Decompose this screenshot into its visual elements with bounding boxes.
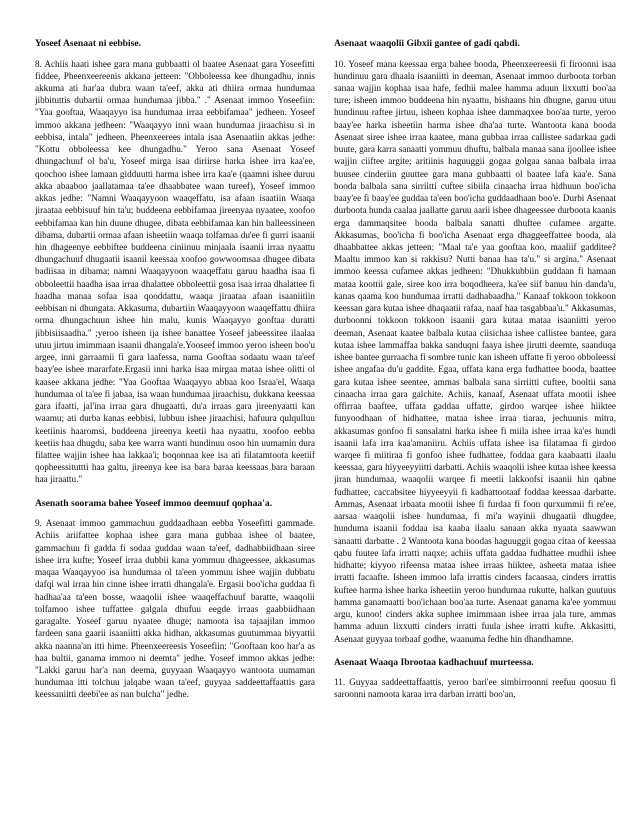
section-heading-kadhachuuf: Asenaat Waaqa Ibrootaa kadhachuuf murteessa. xyxy=(334,656,534,668)
paragraph-11: 11. Guyyaa saddeettaffaattis, yeroo bari'ee simbirroonni reefuu qoosuu fi saroonni namoota karaa irra darban irratti boo'an, xyxy=(334,677,616,700)
section-heading-eebbise: Yoseef Asenaat ni eebbise. xyxy=(35,38,142,49)
section-heading-waaqolii: Asenaat waaqolii Gibxii gantee of gadi qabdi. xyxy=(334,38,520,49)
section-heading-soorama: Asenath soorama bahee Yoseef immoo deemuuf qophaa'a. xyxy=(35,497,273,509)
paragraph-9: 9. Asenaat immoo gammachuu guddaadhaan eebba Yoseefitti gammade. Achiis ariifattee kophaa ishee gara mana gubbaa ishee ol baatee, gammachuu fi gadda fi sodaa guddaa waan ta'eef, dadhabbiidhaan siree ishee irra kufte; Yoseef irraa dubbii kana yommuu dhageessee, akkasumas maqaa Waaqayyoo isa hundumaa ol ta'een yommuu ishee wajjin dubbatu dafqi wal irraa hin cinne ishee irratti dhangala'e. Ergasii boo'icha guddaa fi hadhaa'aa ta'een bosse, waaqolii ishee waaqeffachuuf baratte, waaqolii tolfamoo ishee tuffattee galgala dhufuu eegde irraas gaabbiidhaan garagalte. Yoseef garuu nyaatee dhuge; namoota isa tajaajilan immoo fardeen sana gaarii isaaniitti akka hidhan, akkasumas guutummaa biyyattii akka naanna'an itti hime. Pheenxeereesis Yoseefiin: "Gooftaan koo har'a as haa bultii, ganama immoo ni deemta" jedhe. Yoseef immoo akkas jedhe: "Lakki garuu har'a nan deema, guyyaan Waaqayyo wantoota uumaman hundumaa itti tolchuu jalqabe waan ta'eef, guyyaa saddeettaffaattis gara keessaniitti deebi'ee as nan bulcha" jedhe. xyxy=(35,518,315,700)
right-column xyxy=(334,38,616,826)
left-column xyxy=(35,38,315,826)
paragraph-10: 10. Yoseef mana keessaa erga bahee booda, Pheenxeereesii fi firoonni isaa hundinuu gara dhaala isaaniitti in deeman, Asenaat immoo durboota torban sanaa wajjin kophaa isaa hafe, fedhii malee hamma aduun lixxutti boo'aa ture; isheen immoo buddeena hin nyaattu, bishaans hin dhugne, garuu utuu hundinuu raftee jirtuu, isheen kophaa ishee dammaqxee boo'aa turte, yeroo baay'ee harka isheetiin harma ishee dha'aa turte. Wantoota kana booda Asenaat siree ishee irraa kaatee, mana gubbaa irraa callistee sadarkaa gadi buute, gara karra sanaatti yommuu dhuftu, balbala manaa sana ijoollee ishee wajjin ciiftee argite; aritiinis haguuggii gogaa golgaa sanaa balbala irraa buusee cinderiin guuttee gara mana gubbaatti ol baatee lafa kaa'e. Sana booda balbala sana sirriitti cuftee sibiila cinaacha irraa hidhuun boo'icha baay'ee fi baay'ee guddaa ta'een boo'icha guddaadhaan boo'e. Durbi Asenaat durboota hunda caalaa jaallatte garuu aarii ishee dhageessee durboota kaanis erga dammaqsitee booda balbala sanatti dhuftee cufamee argatte. Akkasumas, boo'icha fi boo'icha Asenaat erga dhaggeeffattee booda, ala dhaabbattee akkas jetteen: "Maal ta'e yaa gooftaa koo, maaliif gadditee? Maaltu immoo kan si rakkisu? Nutti banaa haa ta'u." si argina." Asenaat immoo keessa cufamee akkas jedheen: "Dhukkubbiin guddaan fi hamaan mataa koottii gale, siree koo irra boqodheera, ka'ee siif banuu hin danda'u, kanas qaama koo hundumaa irratti dadhabaadha." Kanaaf tokkoon tokkoon keessan gara kutaa ishee dhaqaatii rafaa, naaf haa tasgabbaa'u." Akkasumas, durboonni tokkoon tokkoon isaanii gara kutaa mataa isaaniitti yeroo deeman, Asenaat kaatee balbala kutaa ciisichaa ishee callistee bantee, gara kutaa ishee lammaffaa bakka sanduqni faaya ishee jirutti deemte, saanduqa ishee bantee gurraacha fi sombre tunic kan isheen uffatte fi yeroo obboleessi ishee angafaa du'u gaddite. Egaa, uffata kana erga fudhattee booda, baattee gara kutaa ishee seentee, ammas balbala sana sirriitti cuftee, booltii sana cinaacha irraa gara galchite. Achiis, kanaaf, Asenaat uffata mootii ishee offirraa baaftee, uffata gaddaa uffatte, girdoo warqee ishee hiiktee funyoodhaan of hidhattee, mataa ishee irraa tiaraa, jechuunis mitra, akkasumas gonfoo fi sansalatni harka ishee fi miila ishee irraa ka'es hundi isaanii lafa irra kaa'amaniiru. Achiis uffata ishee isa filatamaa fi girdoo warqee fi miitiraa fi gonfoo ishee fudhattee, foddaa gara kaabaatti ilaalu keessaa, gara hiyyeeyyiitti darbatti. Achiis waaqolii ishee kutaa ishee keessa jiran hundumaa, waaqolii warqee fi meetii lakkoofsi isaanii hin qabne fudhattee, caccabsitee hiyyeeyyii fi kadhattootaaf foddaa keessaa darbatte. Ammas, Asenaat irbaata mootii ishee fi furdaa fi foon qurxummii fi re'ee, aarsaa waaqolii ishee hundumaa, fi mi'a wayinii dhugaatii dhugdee, hunduma isaanii foddaa isa kaaba ilaalu sanaan akka nyaata saawwan sanaatti darbatte . 2 Wantoota kana boodas haguuggii gogaa citaa of keessaa qabu fuutee lafa irratti naqxe; achiis uffata gaddaa fudhattee mudhii ishee hidhatte; kiyyoo rifeensa mataa ishee irraas hiiktee, asheeta mataa ishee irratti facaafte. Isheen immoo lafa irrattis cinders facaasaa, cinders irrattis kuftee harma ishee harka isheetiin yeroo hundumaa rukutte, halkan guutuus hamma ganamaatti boo'ichaan boo'aa turte. Asenaat ganama ka'ee yommuu argu, kunoo! cinders akka suphee imimmaan ishee irraa jala ture, ammas hamma aduun lixxutti cinders irratti fuula ishee irratti kufte. Akkasitti, Asenaat guyyaa torbaaf godhe, waanuma fedhe hin dhandhamne. xyxy=(334,58,616,644)
paragraph-8: 8. Achiis haati ishee gara mana gubbaatti ol baatee Asenaat gara Yoseefitti fiddee, Pheenxeereenis akkana jetteen: "Obboleessa kee dhungadhu, innis akkuma ati har'aa dubra waan ta'eef, akka ati dhiira ormaa hundumaa jibbituttis dubartii ormaa hundumaa jibba." ." Asenaat immoo Yoseefiin: "Yaa gooftaa, Waaqayyo isa hundumaa irraa eebbifamaa" jedheen. Yoseef immoo akkana jedheen: "Waaqayyo inni waan hundumaa jiraachisu si in eebbisa, intala" jedheen. Pheenxeerees intala isaa Asenaatiin akkas jedhe: "Kottu obboleessa kee dhungadhu." Yeroo sana Asenaat Yoseef dhungachuuf ol ba'u, Yoseef mirga isaa diriirse harka ishee irra kaa'ee, qoochoo ishee lamaan gidduutti harma ishee irra kaa'e (qaamni ishee duruu akka abaaboo jaallatamaa ta'ee dhaabbatee waan tureef), Yoseef immoo akkas jedhe: "Namni Waaqayyoon waaqeffatu, isa afaan isaatiin Waaqa jiraataa eebbisuuf hin ta'u; buddeena eebbifamaa jireenyaa nyaatee, xoofoo eebbifamaa kan hin duune dhugee, dibata eebbifamaa kan hin balleessineen dibama, dubartii ormaa afaan isheetiin waaqa tolfamaa du'ee fi gurri isaanii hin dhageenye eebbiftee buddeena ciniinuu minjaala isaanii irraa nyaattu dhungachuuf dhugaatii isaanii keessaa xoofoo gowwoomsaa dhugee dibata badiisaa in dibama; namni Waaqayyoon waaqeffatu garuu haadha isaa fi obboleettii haadha isaa irraa dhalattee obboleettii gosa isaa irraa dhalattee fi haadha manaa sofaa isaa qooddattu, waaqa jiraataa afaan isaaniitiin eebbisan ni dhungata. Akkasuma, dubartiin Waaqayyoon waaqeffattu dhiira orma dhungachuun ishee hin malu, kunis Waaqayyo gooftaa duratti jibbisiisaadha." ;yeroo isheen ija ishee banattee Yoseef jabeessitee ilaalaa utuu jirtuu imimmaan isaanii dhangala'e.Yooseef immoo yeroo isheen boo'u argee, inni garraamii fi gara laafessa, nama Gooftaa sodaatu waan ta'eef baay'ee ishee mararfate.Ergasii inni harka isaa mirgaa mataa ishee olitti ol kaasee akkana jedhe: "Yaa Gooftaa Waaqayyo abbaa koo Israa'el, Waaqa hundumaa ol ta'ee fi jabaa, isa waan hundumaa jiraachisu, dukkana keessaa gara ifaatti, jal'ina irraa gara dhugaatti, du'a irraas gara jireenyaatti kan waamu; ati durba kanas eebbisi, lubbuu ishee jiraachisi, hafuura qulqulluu keetiinis haaromsi, buddeena jireenya keetii haa nyaattu, xoofoo eebba keetiis haa dhugdu, saba kee warra wanti hundinuu osoo hin uumamin dura filattee wajjin ishee haa lakkaa'i; boqonnaa kee isa ati filatamtoota keetiif qopheessituttti haa galtu, jireenya kee isa bara baraa keessaas bara baraan haa jiraattu." xyxy=(35,58,315,485)
